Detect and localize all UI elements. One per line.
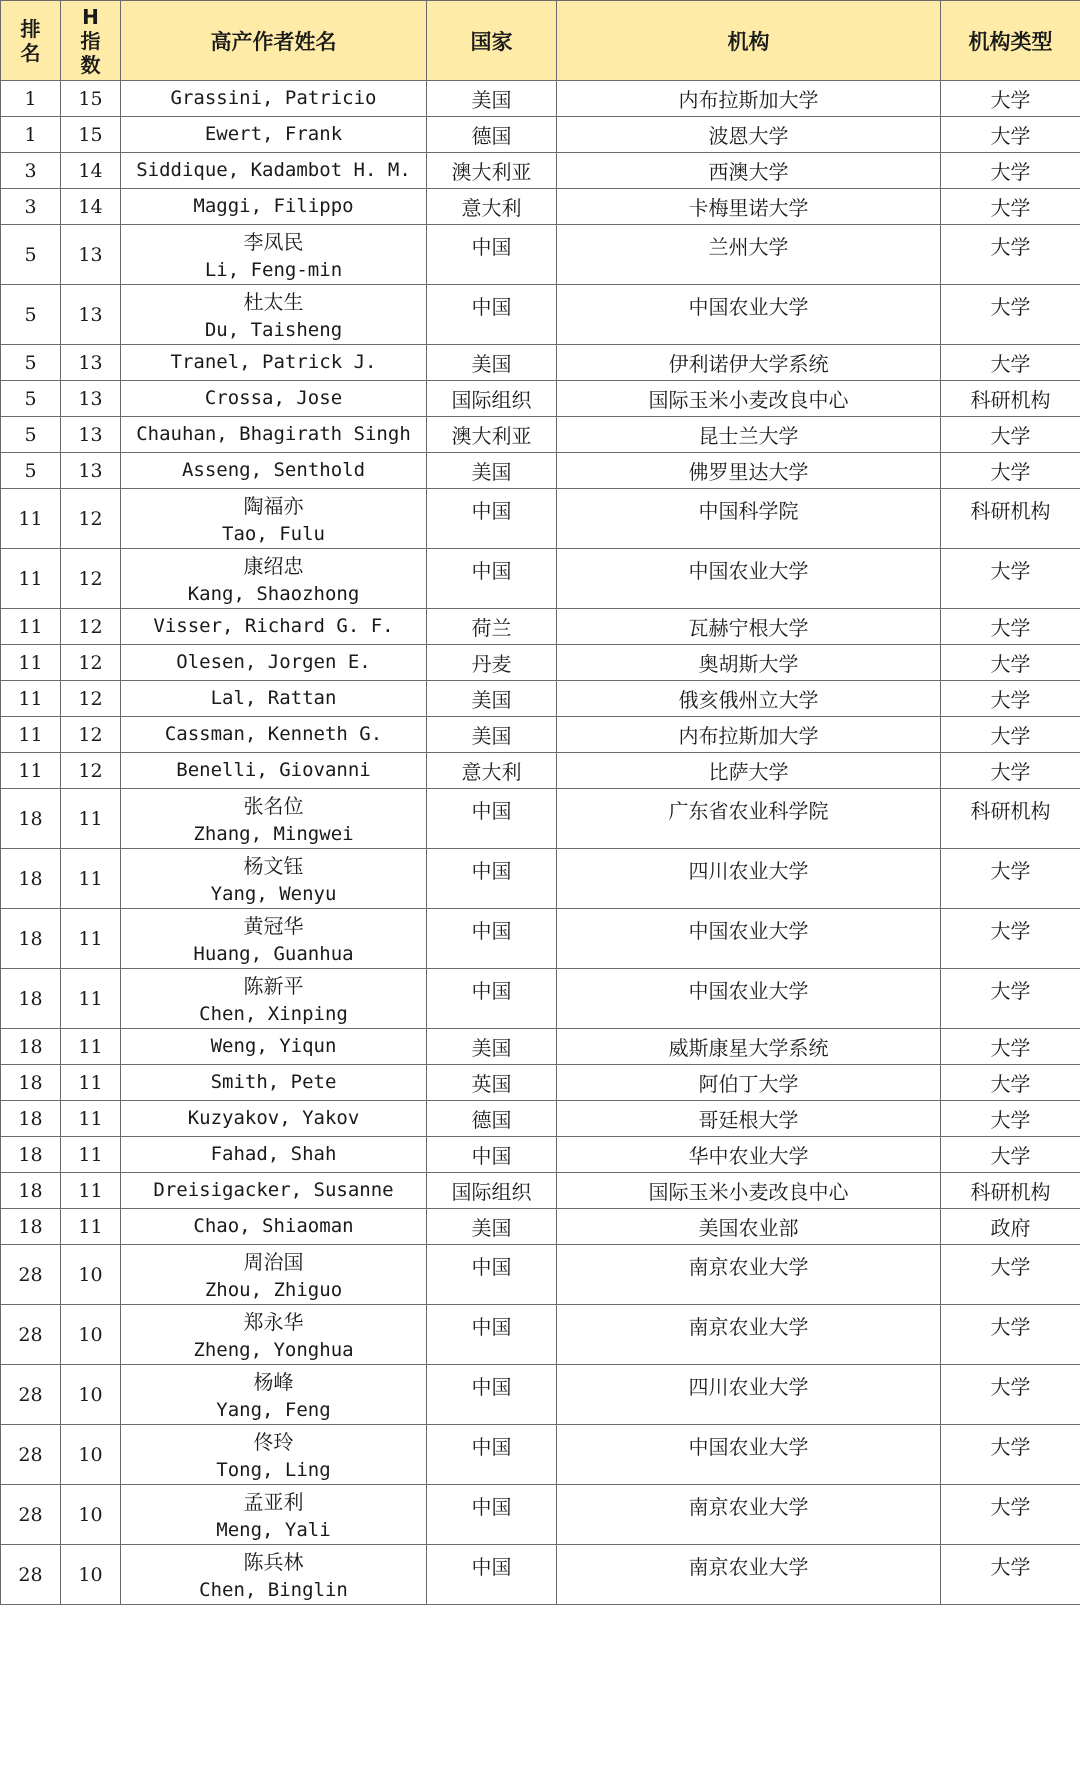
author-name-cell [121,549,427,609]
author-name-chinese: 黄冠华 [243,914,304,938]
rank-cell: 28 [1,1305,61,1365]
institution-cell: 瓦赫宁根大学 [557,609,941,645]
author-name-english: Visser, Richard G. F. [153,615,394,637]
institution-type-cell: 政府 [941,1209,1080,1245]
author-name-english: Zhang, Mingwei [193,823,354,845]
author-name-english: Lal, Rattan [210,687,337,709]
header-institution: 机构 [557,1,941,81]
author-name-cell [121,1425,427,1485]
institution-cell: 波恩大学 [557,117,941,153]
table-row [1,225,1080,285]
country-cell: 国际组织 [427,381,557,417]
institution-type-cell: 大学 [941,849,1080,909]
h-index-cell: 10 [61,1485,121,1545]
author-name-cell [121,681,427,717]
header-country: 国家 [427,1,557,81]
author-name-english: Grassini, Patricio [170,87,377,109]
author-name-chinese: 佟玲 [253,1430,294,1454]
country-cell: 意大利 [427,189,557,225]
rank-cell: 11 [1,609,61,645]
rank-cell: 18 [1,909,61,969]
h-index-cell: 11 [61,849,121,909]
institution-type-cell: 大学 [941,117,1080,153]
author-name-cell [121,1137,427,1173]
h-index-cell: 11 [61,1137,121,1173]
rank-cell: 18 [1,1101,61,1137]
header-inst-type: 机构类型 [941,1,1080,81]
h-index-cell: 12 [61,681,121,717]
institution-type-cell: 科研机构 [941,1173,1080,1209]
table-row [1,1545,1080,1605]
h-index-cell: 14 [61,153,121,189]
author-name-english: Olesen, Jorgen E. [176,651,371,673]
table-row [1,549,1080,609]
institution-type-cell: 科研机构 [941,789,1080,849]
h-index-cell: 13 [61,453,121,489]
author-name-cell [121,1365,427,1425]
institution-type-cell: 大学 [941,609,1080,645]
author-name-english: Ewert, Frank [204,123,343,145]
header-author: 高产作者姓名 [121,1,427,81]
institution-cell: 广东省农业科学院 [557,789,941,849]
institution-type-cell: 大学 [941,189,1080,225]
institution-cell: 南京农业大学 [557,1245,941,1305]
institution-type-cell: 大学 [941,681,1080,717]
h-index-cell: 11 [61,1209,121,1245]
institution-type-cell: 大学 [941,81,1080,117]
institution-cell: 四川农业大学 [557,1365,941,1425]
country-cell: 中国 [427,1485,557,1545]
author-name-cell [121,1545,427,1605]
h-index-cell: 11 [61,1065,121,1101]
country-cell: 中国 [427,789,557,849]
institution-cell: 伊利诺伊大学系统 [557,345,941,381]
country-cell: 美国 [427,1029,557,1065]
institution-type-cell: 大学 [941,1245,1080,1305]
rank-cell: 28 [1,1365,61,1425]
author-name-english: Chen, Xinping [199,1003,348,1025]
rank-cell: 28 [1,1485,61,1545]
rank-cell: 18 [1,1209,61,1245]
author-name-english: Asseng, Senthold [181,459,366,481]
author-name-cell [121,1173,427,1209]
country-cell: 中国 [427,1137,557,1173]
author-name-english: Dreisigacker, Susanne [153,1179,394,1201]
institution-cell: 阿伯丁大学 [557,1065,941,1101]
country-cell: 德国 [427,1101,557,1137]
author-name-chinese: 陈新平 [243,974,304,998]
author-name-english: Siddique, Kadambot H. M. [136,159,411,181]
author-name-english: Benelli, Giovanni [176,759,371,781]
rank-cell: 18 [1,1029,61,1065]
table-row [1,1101,1080,1137]
author-name-cell [121,153,427,189]
institution-type-cell: 大学 [941,1305,1080,1365]
institution-type-cell: 科研机构 [941,381,1080,417]
h-index-cell: 10 [61,1305,121,1365]
rank-cell: 1 [1,81,61,117]
header-h-index: H指数 [61,1,121,81]
author-name-cell [121,1245,427,1305]
author-name-chinese: 李凤民 [243,230,304,254]
author-name-english: Yang, Wenyu [210,883,337,905]
institution-cell: 华中农业大学 [557,1137,941,1173]
rank-cell: 11 [1,549,61,609]
country-cell: 美国 [427,717,557,753]
author-name-cell [121,381,427,417]
h-index-cell: 10 [61,1425,121,1485]
author-name-english: Maggi, Filippo [193,195,354,217]
h-index-cell: 11 [61,1173,121,1209]
author-name-cell [121,489,427,549]
author-name-english: Kuzyakov, Yakov [187,1107,360,1129]
country-cell: 丹麦 [427,645,557,681]
country-cell: 荷兰 [427,609,557,645]
h-index-cell: 14 [61,189,121,225]
h-index-cell: 10 [61,1365,121,1425]
rank-cell: 18 [1,969,61,1029]
rank-cell: 1 [1,117,61,153]
table-row [1,489,1080,549]
institution-cell: 中国农业大学 [557,1425,941,1485]
table-row [1,1425,1080,1485]
country-cell: 澳大利亚 [427,153,557,189]
institution-cell: 中国农业大学 [557,549,941,609]
table-row [1,1173,1080,1209]
author-name-english: Li, Feng-min [204,259,343,281]
author-name-english: Zheng, Yonghua [193,1339,354,1361]
country-cell: 中国 [427,1425,557,1485]
h-index-cell: 11 [61,909,121,969]
institution-type-cell: 大学 [941,1545,1080,1605]
h-index-cell: 13 [61,285,121,345]
institution-cell: 俄亥俄州立大学 [557,681,941,717]
institution-type-cell: 科研机构 [941,489,1080,549]
rank-cell: 28 [1,1545,61,1605]
author-name-english: Tong, Ling [216,1459,331,1481]
institution-type-cell: 大学 [941,549,1080,609]
h-index-cell: 11 [61,1029,121,1065]
h-index-cell: 12 [61,753,121,789]
h-index-cell: 11 [61,969,121,1029]
author-name-cell [121,1209,427,1245]
author-name-cell [121,1485,427,1545]
table-row [1,417,1080,453]
author-name-english: Weng, Yiqun [210,1035,337,1057]
h-index-cell: 15 [61,117,121,153]
institution-type-cell: 大学 [941,909,1080,969]
rank-cell: 3 [1,189,61,225]
country-cell: 中国 [427,1365,557,1425]
institution-type-cell: 大学 [941,1101,1080,1137]
author-name-chinese: 杨文钰 [243,854,304,878]
country-cell: 中国 [427,1545,557,1605]
rank-cell: 18 [1,1137,61,1173]
table-row [1,969,1080,1029]
h-index-cell: 13 [61,381,121,417]
institution-cell: 四川农业大学 [557,849,941,909]
author-name-english: Du, Taisheng [204,319,343,341]
rank-cell: 11 [1,717,61,753]
author-name-cell [121,285,427,345]
rank-cell: 3 [1,153,61,189]
institution-type-cell: 大学 [941,225,1080,285]
table-row [1,81,1080,117]
rank-cell: 11 [1,645,61,681]
author-name-english: Chao, Shiaoman [193,1215,354,1237]
author-name-chinese: 周治国 [243,1250,304,1274]
author-name-chinese: 张名位 [243,794,304,818]
institution-type-cell: 大学 [941,153,1080,189]
author-name-english: Zhou, Zhiguo [204,1279,343,1301]
institution-type-cell: 大学 [941,969,1080,1029]
author-name-cell [121,909,427,969]
author-name-chinese: 孟亚利 [243,1490,304,1514]
table-row [1,189,1080,225]
country-cell: 英国 [427,1065,557,1101]
author-name-english: Tranel, Patrick J. [170,351,377,373]
table-row [1,849,1080,909]
author-name-cell [121,609,427,645]
institution-cell: 中国农业大学 [557,969,941,1029]
author-name-cell [121,189,427,225]
table-row [1,645,1080,681]
institution-cell: 中国农业大学 [557,285,941,345]
author-name-english: Fahad, Shah [210,1143,337,1165]
author-name-english: Yang, Feng [216,1399,331,1421]
author-name-cell [121,717,427,753]
rank-cell: 5 [1,381,61,417]
country-cell: 美国 [427,81,557,117]
table-row [1,1365,1080,1425]
rank-cell: 18 [1,789,61,849]
author-name-cell [121,81,427,117]
table-row [1,717,1080,753]
table-row [1,609,1080,645]
table-row [1,1137,1080,1173]
table-row [1,681,1080,717]
author-name-cell [121,1305,427,1365]
country-cell: 中国 [427,1305,557,1365]
table-row [1,117,1080,153]
author-name-cell [121,789,427,849]
author-name-chinese: 郑永华 [243,1310,304,1334]
country-cell: 美国 [427,453,557,489]
author-name-english: Chen, Binglin [199,1579,348,1601]
institution-cell: 国际玉米小麦改良中心 [557,1173,941,1209]
author-name-chinese: 陶福亦 [243,494,304,518]
country-cell: 美国 [427,345,557,381]
country-cell: 中国 [427,849,557,909]
country-cell: 澳大利亚 [427,417,557,453]
country-cell: 中国 [427,969,557,1029]
table-row [1,753,1080,789]
institution-type-cell: 大学 [941,1029,1080,1065]
author-name-english: Tao, Fulu [222,523,325,545]
table-row [1,789,1080,849]
h-index-cell: 10 [61,1545,121,1605]
institution-cell: 内布拉斯加大学 [557,717,941,753]
institution-type-cell: 大学 [941,1065,1080,1101]
table-row [1,1485,1080,1545]
institution-type-cell: 大学 [941,1485,1080,1545]
institution-cell: 卡梅里诺大学 [557,189,941,225]
rank-cell: 28 [1,1425,61,1485]
table-row [1,285,1080,345]
institution-cell: 哥廷根大学 [557,1101,941,1137]
author-name-cell [121,1065,427,1101]
country-cell: 国际组织 [427,1173,557,1209]
table-row [1,381,1080,417]
author-name-cell [121,969,427,1029]
institution-type-cell: 大学 [941,453,1080,489]
institution-cell: 西澳大学 [557,153,941,189]
institution-cell: 佛罗里达大学 [557,453,941,489]
author-name-chinese: 康绍忠 [243,554,304,578]
author-name-english: Kang, Shaozhong [187,583,360,605]
institution-type-cell: 大学 [941,717,1080,753]
table-row [1,1245,1080,1305]
rank-cell: 5 [1,285,61,345]
country-cell: 中国 [427,489,557,549]
institution-cell: 兰州大学 [557,225,941,285]
author-name-cell [121,1101,427,1137]
country-cell: 德国 [427,117,557,153]
institution-cell: 中国农业大学 [557,909,941,969]
institution-cell: 国际玉米小麦改良中心 [557,381,941,417]
h-index-cell: 11 [61,789,121,849]
author-name-english: Crossa, Jose [204,387,343,409]
country-cell: 中国 [427,1245,557,1305]
author-name-chinese: 杨峰 [253,1370,294,1394]
rank-cell: 11 [1,489,61,549]
author-name-cell [121,117,427,153]
institution-cell: 南京农业大学 [557,1485,941,1545]
country-cell: 美国 [427,681,557,717]
institution-cell: 昆士兰大学 [557,417,941,453]
author-name-english: Meng, Yali [216,1519,331,1541]
table-row [1,1029,1080,1065]
author-name-chinese: 陈兵林 [243,1550,304,1574]
author-name-cell [121,1029,427,1065]
author-name-english: Chauhan, Bhagirath Singh [136,423,411,445]
rank-cell: 11 [1,753,61,789]
h-index-cell: 15 [61,81,121,117]
h-index-cell: 13 [61,225,121,285]
country-cell: 中国 [427,909,557,969]
h-index-cell: 12 [61,549,121,609]
institution-cell: 南京农业大学 [557,1545,941,1605]
rank-cell: 18 [1,849,61,909]
header-row [1,1,1080,81]
institution-cell: 奥胡斯大学 [557,645,941,681]
header-rank: 排名 [1,1,61,81]
institution-type-cell: 大学 [941,645,1080,681]
table-row [1,909,1080,969]
author-name-cell [121,417,427,453]
h-index-cell: 12 [61,717,121,753]
country-cell: 美国 [427,1209,557,1245]
institution-type-cell: 大学 [941,285,1080,345]
author-name-cell [121,645,427,681]
institution-type-cell: 大学 [941,1425,1080,1485]
institution-cell: 威斯康星大学系统 [557,1029,941,1065]
table-row [1,1209,1080,1245]
institution-cell: 中国科学院 [557,489,941,549]
h-index-cell: 12 [61,609,121,645]
institution-cell: 比萨大学 [557,753,941,789]
table-row [1,345,1080,381]
h-index-cell: 13 [61,345,121,381]
author-name-cell [121,753,427,789]
author-name-cell [121,849,427,909]
institution-type-cell: 大学 [941,417,1080,453]
table-row [1,1065,1080,1101]
table-row [1,153,1080,189]
h-index-cell: 13 [61,417,121,453]
rank-cell: 28 [1,1245,61,1305]
country-cell: 中国 [427,285,557,345]
rank-cell: 5 [1,417,61,453]
author-name-english: Smith, Pete [210,1071,337,1093]
rank-cell: 18 [1,1065,61,1101]
table-row [1,453,1080,489]
rank-cell: 18 [1,1173,61,1209]
h-index-cell: 10 [61,1245,121,1305]
author-name-cell [121,225,427,285]
country-cell: 意大利 [427,753,557,789]
institution-cell: 美国农业部 [557,1209,941,1245]
author-name-cell [121,453,427,489]
institution-cell: 内布拉斯加大学 [557,81,941,117]
institution-type-cell: 大学 [941,1137,1080,1173]
institution-cell: 南京农业大学 [557,1305,941,1365]
rank-cell: 11 [1,681,61,717]
institution-type-cell: 大学 [941,753,1080,789]
author-name-english: Cassman, Kenneth G. [164,723,383,745]
country-cell: 中国 [427,225,557,285]
author-name-cell [121,345,427,381]
table-body [1,81,1080,1605]
country-cell: 中国 [427,549,557,609]
h-index-cell: 12 [61,489,121,549]
rank-cell: 5 [1,453,61,489]
rank-cell: 5 [1,345,61,381]
institution-type-cell: 大学 [941,345,1080,381]
h-index-cell: 11 [61,1101,121,1137]
institution-type-cell: 大学 [941,1365,1080,1425]
author-name-chinese: 杜太生 [243,290,304,314]
author-name-english: Huang, Guanhua [193,943,354,965]
h-index-cell: 12 [61,645,121,681]
table-row [1,1305,1080,1365]
rank-cell: 5 [1,225,61,285]
